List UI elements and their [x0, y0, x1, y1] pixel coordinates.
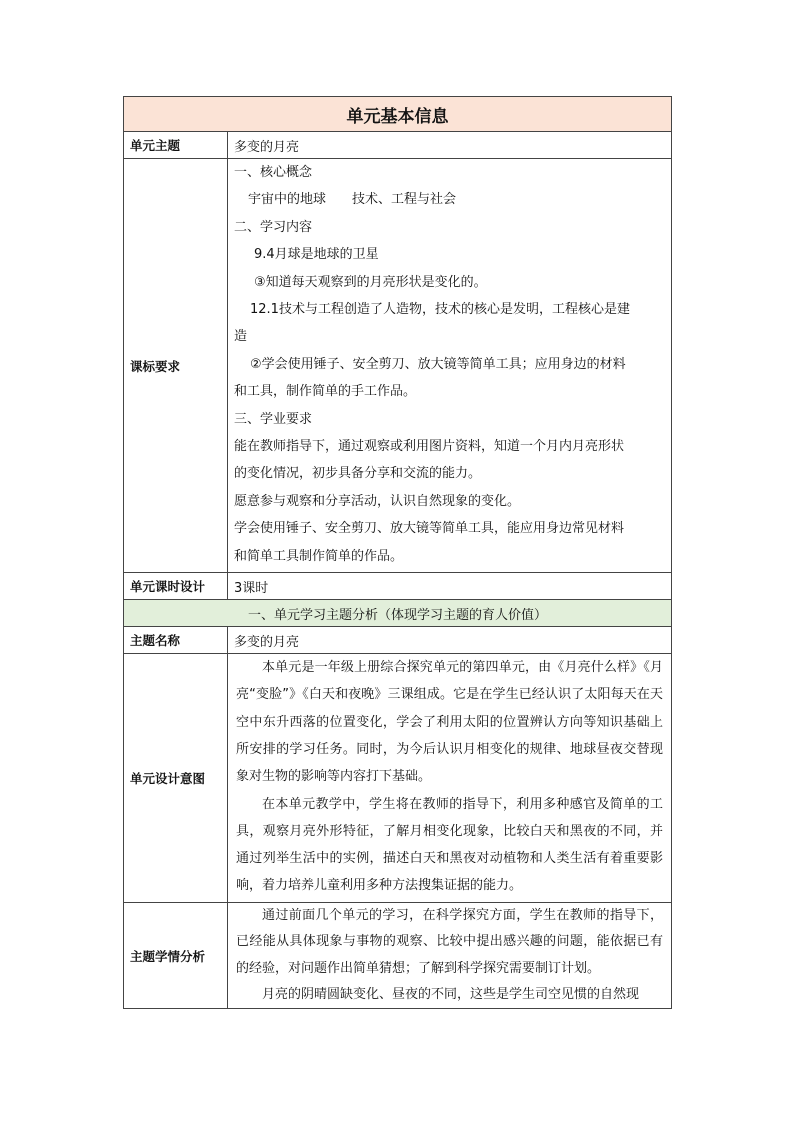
unit-info-table: [123, 96, 672, 1009]
standards-line: 9.4月球是地球的卫星: [254, 247, 379, 263]
section-header-row: [124, 600, 672, 627]
unit-theme-row: [124, 132, 672, 159]
learner-analysis-row: [124, 902, 672, 1009]
design-intent-paragraph: 在本单元教学中，学生将在教师的指导下，利用多种感官及简单的工具，观察月亮外形特征，了解月相变化现象，比较白天和黑夜的不同，并通过列举生活中的实例，描述白天和黑夜对动植物和人类生活有着重要影响，着力培养儿童利用多种方法搜集证据的能力。: [236, 796, 663, 894]
standards-label: 课标要求: [124, 159, 228, 573]
standards-row: [124, 159, 672, 573]
design-intent-label: 单元设计意图: [124, 654, 228, 903]
standards-line: 学会使用锤子、安全剪刀、放大镜等简单工具，能应用身边常见材料: [234, 521, 625, 537]
standards-line: 二、学习内容: [234, 219, 313, 235]
standards-line: 造: [234, 329, 248, 345]
learner-analysis-content: [228, 902, 672, 1009]
unit-hours-row: [124, 573, 672, 600]
design-intent-row: [124, 654, 672, 903]
learner-analysis-paragraph: 月亮的阴晴圆缺变化、昼夜的不同，这些是学生司空见惯的自然现: [262, 986, 640, 1002]
topic-name-label: 主题名称: [124, 627, 228, 654]
standards-line: 12.1技术与工程创造了人造物，技术的核心是发明，工程核心是建: [250, 302, 630, 318]
standards-line: 和工具，制作简单的手工作品。: [234, 384, 417, 400]
unit-hours-value: 3课时: [228, 573, 672, 600]
standards-line: 能在教师指导下，通过观察或利用图片资料，知道一个月内月亮形状: [234, 439, 625, 455]
unit-theme-value: 多变的月亮: [228, 132, 672, 159]
standards-line: 和简单工具制作简单的作品。: [234, 548, 404, 564]
learner-analysis-label: 主题学情分析: [124, 902, 228, 1009]
standards-content: [228, 159, 672, 573]
standards-line: 宇宙中的地球 技术、工程与社会: [248, 192, 457, 208]
standards-line: 一、核心概念: [234, 165, 313, 180]
standards-line: ②学会使用锤子、安全剪刀、放大镜等简单工具；应用身边的材料: [250, 356, 626, 372]
section-heading: 一、单元学习主题分析（体现学习主题的育人价值）: [124, 600, 672, 627]
topic-name-row: [124, 627, 672, 654]
title-row: [124, 97, 672, 132]
learner-analysis-paragraph: 通过前面几个单元的学习，在科学探究方面，学生在教师的指导下，已经能从具体现象与事物的观察、比较中提出感兴趣的问题，能依据已有的经验，对问题作出简单猜想；了解到科学探究需要制订计划。: [236, 907, 663, 976]
unit-theme-label: 单元主题: [124, 132, 228, 159]
standards-line: 的变化情况，初步具备分享和交流的能力。: [234, 466, 482, 482]
unit-hours-label: 单元课时设计: [124, 573, 228, 600]
standards-line: 三、学业要求: [234, 411, 313, 427]
design-intent-content: [228, 654, 672, 903]
topic-name-value: 多变的月亮: [228, 627, 672, 654]
table-title: 单元基本信息: [124, 97, 672, 132]
standards-line: 愿意参与观察和分享活动，认识自然现象的变化。: [234, 493, 521, 509]
standards-line: ③知道每天观察到的月亮形状是变化的。: [254, 274, 487, 290]
design-intent-paragraph: 本单元是一年级上册综合探究单元的第四单元，由《月亮什么样》《月亮“变脸”》《白天和夜晚》三课组成。它是在学生已经认识了太阳每天在天空中东升西落的位置变化，学会了利用太阳的位置辨认方向等知识基础上所安排的学习任务。同时，为今后认识月相变化的规律、地球昼夜交替现象对生物的影响等内容打下基础。: [236, 660, 663, 785]
